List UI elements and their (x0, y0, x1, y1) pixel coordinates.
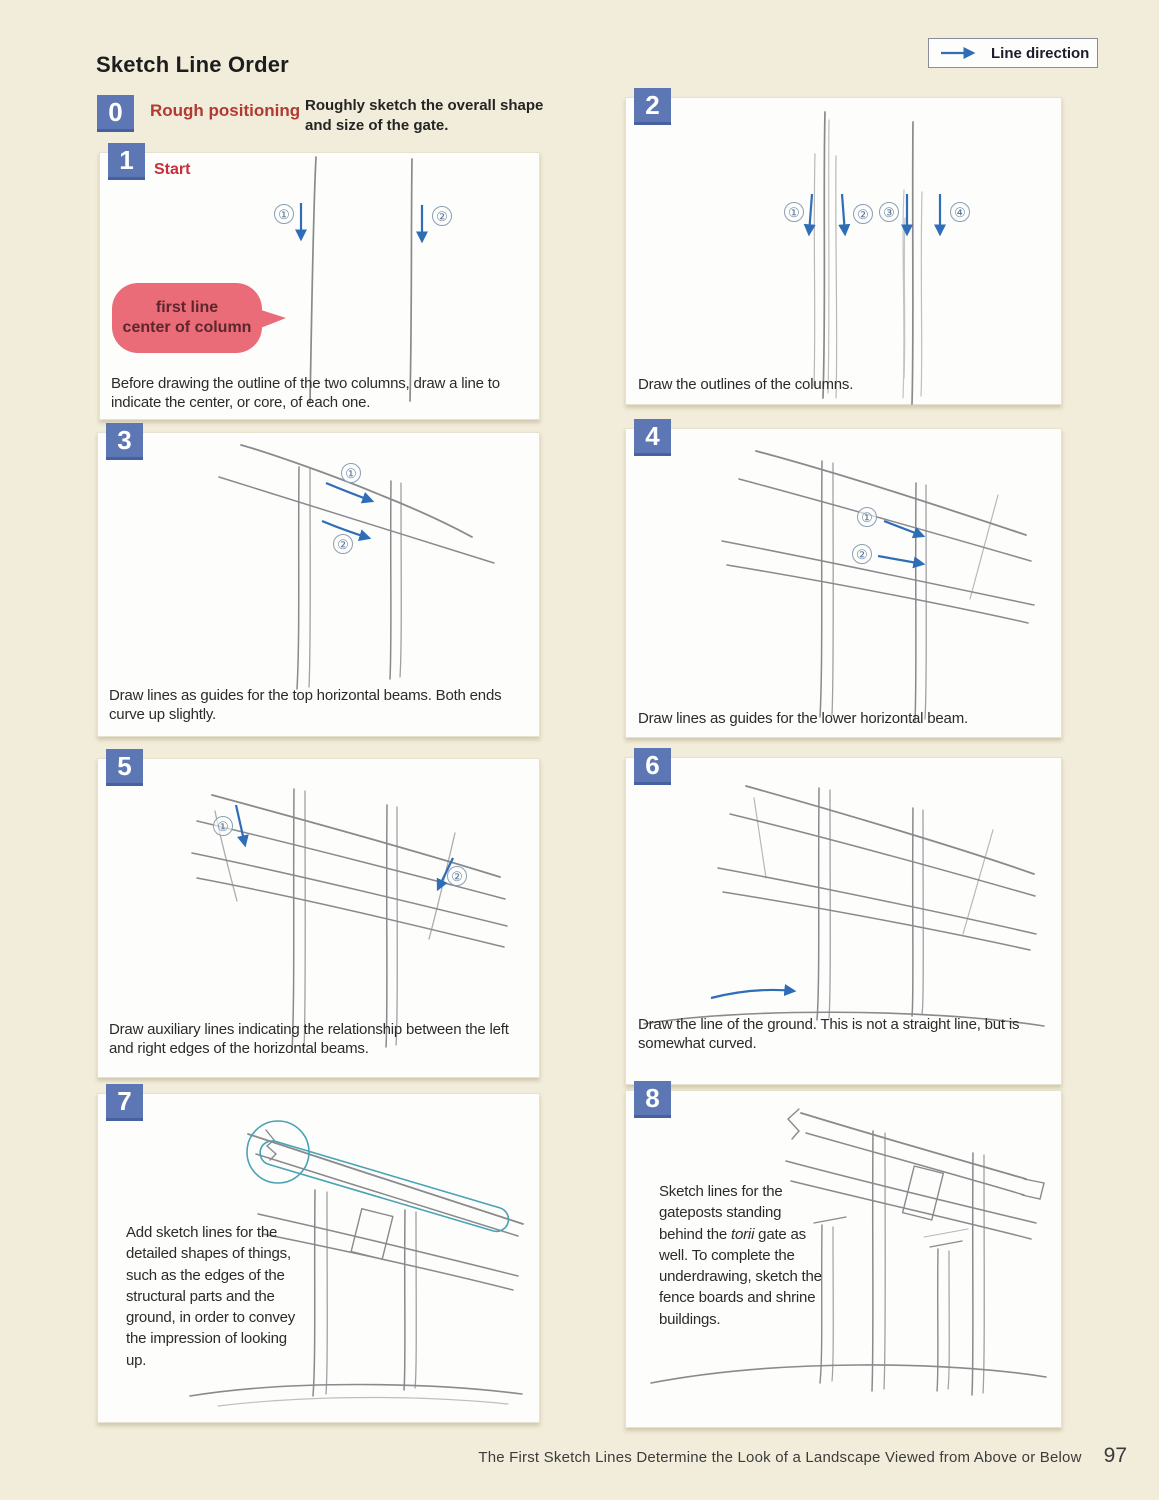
step-5-annotation-1: ① (213, 816, 233, 836)
step-3-caption: Draw lines as guides for the top horizontal beams. Both ends curve up slightly. (109, 687, 502, 723)
step-8-caption-after: gate as well. To complete the underdrawing, sketch the fence boards and shrine buildings. (659, 1225, 822, 1328)
step-1-badge: 1 (108, 143, 145, 180)
sketch-figure-step-4 (626, 429, 1063, 739)
step-7-caption: Add sketch lines for the detailed shapes of things, such as the edges of the structural parts and the ground, in order to convey the impression of looking up. (126, 1224, 296, 1369)
step-3-panel (97, 425, 540, 737)
step-1-panel (99, 145, 540, 420)
line-direction-legend (928, 38, 1098, 68)
step-1-start-label: Start (154, 161, 191, 178)
step-1-annotation-1: ① (274, 204, 294, 224)
step-5-panel (97, 751, 540, 1078)
step-4-panel (625, 421, 1062, 738)
step-0-badge: 0 (97, 95, 134, 132)
bubble-line-2: center of column (122, 319, 252, 336)
step-2-panel (625, 90, 1062, 405)
bubble-line-1: first line (155, 299, 219, 316)
step-3-annotation-2: ② (333, 534, 353, 554)
step-5-annotation-2: ② (447, 866, 467, 886)
step-4-caption: Draw lines as guides for the lower horizontal beam. (638, 710, 968, 727)
step-6-panel (625, 750, 1062, 1085)
step-7-badge: 7 (106, 1084, 143, 1121)
step-7-panel (97, 1086, 540, 1423)
first-line-speech-bubble (112, 283, 262, 353)
step-2-caption: Draw the outlines of the columns. (638, 376, 854, 393)
line-direction-arrow-icon (939, 47, 983, 59)
legend-label: Line direction (991, 44, 1090, 62)
sketch-figure-step-2 (626, 98, 1063, 406)
step-1-caption: Before drawing the outline of the two columns, draw a line to indicate the center, or core, of each one. (111, 375, 500, 411)
step-8-panel (625, 1083, 1062, 1428)
step-1-annotation-2: ② (432, 206, 452, 226)
footer-running-title: The First Sketch Lines Determine the Look of a Landscape Viewed from Above or Below (478, 1449, 1082, 1466)
step-3-annotation-1: ① (341, 463, 361, 483)
step-2-annotation-1: ① (784, 202, 804, 222)
step-8-caption-before: Sketch lines for the gateposts standing behind the (659, 1183, 783, 1243)
step-4-annotation-1: ① (857, 507, 877, 527)
step-4-annotation-2: ② (852, 544, 872, 564)
step-8-caption (659, 1181, 827, 1330)
step-2-annotation-2: ② (853, 204, 873, 224)
step-2-badge: 2 (634, 88, 671, 125)
step-4-badge: 4 (634, 419, 671, 456)
footer-page-number: 97 (1103, 1444, 1127, 1467)
step-8-caption-italic: torii (731, 1225, 755, 1243)
step-6-caption: Draw the line of the ground. This is not a straight line, but is somewhat curved. (638, 1016, 1020, 1052)
step-2-annotation-3: ③ (879, 202, 899, 222)
step-3-badge: 3 (106, 423, 143, 460)
page-title: Sketch Line Order (96, 52, 289, 77)
step-8-badge: 8 (634, 1081, 671, 1118)
step-2-annotation-4: ④ (950, 202, 970, 222)
step-0-description: Roughly sketch the overall shape and size of the gate. (305, 97, 544, 134)
page-footer (0, 1444, 1127, 1468)
step-5-caption: Draw auxiliary lines indicating the relationship between the left and right edges of the horizontal beams. (109, 1021, 509, 1057)
step-0-label: Rough positioning (150, 101, 301, 120)
step-5-badge: 5 (106, 749, 143, 786)
step-6-badge: 6 (634, 748, 671, 785)
